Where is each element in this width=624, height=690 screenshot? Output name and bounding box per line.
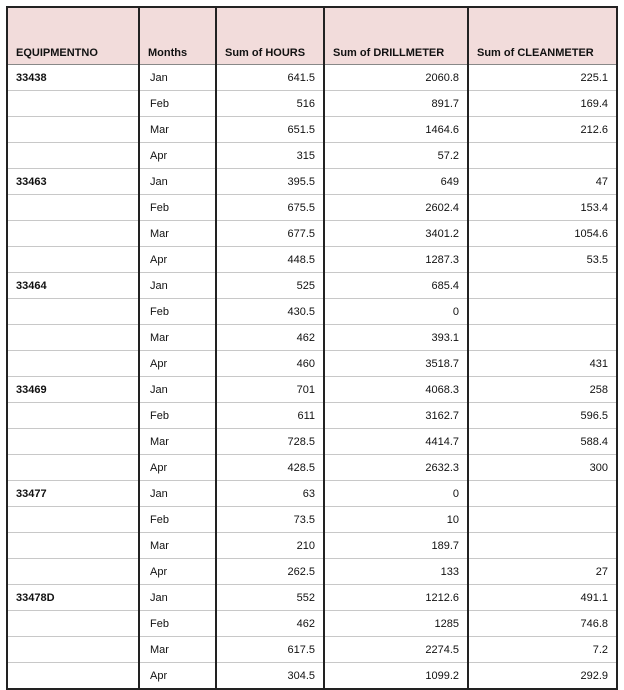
cleanmeter-cell: 7.2: [468, 637, 617, 663]
cleanmeter-cell: 225.1: [468, 65, 617, 91]
equipment-cell: [7, 611, 139, 637]
month-cell: Apr: [139, 663, 216, 690]
cleanmeter-cell: [468, 325, 617, 351]
table-row: [7, 585, 617, 611]
hours-cell: 611: [216, 403, 324, 429]
drillmeter-cell: 4068.3: [324, 377, 468, 403]
month-cell: Feb: [139, 299, 216, 325]
equipment-cell: [7, 429, 139, 455]
hours-cell: 701: [216, 377, 324, 403]
hours-cell: 677.5: [216, 221, 324, 247]
table-row: [7, 65, 617, 91]
drillmeter-cell: 1212.6: [324, 585, 468, 611]
equipment-cell: [7, 247, 139, 273]
drillmeter-cell: 393.1: [324, 325, 468, 351]
equipment-cell: [7, 663, 139, 690]
hours-cell: 525: [216, 273, 324, 299]
cleanmeter-cell: 1054.6: [468, 221, 617, 247]
hours-cell: 430.5: [216, 299, 324, 325]
hours-cell: 73.5: [216, 507, 324, 533]
hours-cell: 460: [216, 351, 324, 377]
cleanmeter-cell: 596.5: [468, 403, 617, 429]
equipment-cell: [7, 91, 139, 117]
equipment-cell: [7, 507, 139, 533]
table-row: [7, 325, 617, 351]
drillmeter-cell: 2274.5: [324, 637, 468, 663]
table-row: [7, 611, 617, 637]
month-cell: Mar: [139, 637, 216, 663]
hours-cell: 728.5: [216, 429, 324, 455]
cleanmeter-cell: 47: [468, 169, 617, 195]
equipment-cell: [7, 325, 139, 351]
drillmeter-cell: 0: [324, 481, 468, 507]
month-cell: Mar: [139, 117, 216, 143]
hours-cell: 448.5: [216, 247, 324, 273]
hours-cell: 675.5: [216, 195, 324, 221]
table-row: [7, 273, 617, 299]
header-row: [7, 7, 617, 65]
cleanmeter-cell: 292.9: [468, 663, 617, 690]
pivot-table-container: [6, 6, 618, 690]
table-row: [7, 403, 617, 429]
equipment-cell: 33464: [7, 273, 139, 299]
table-row: [7, 481, 617, 507]
table-row: [7, 533, 617, 559]
table-row: [7, 169, 617, 195]
pivot-table: [6, 6, 618, 690]
table-row: [7, 663, 617, 690]
month-cell: Apr: [139, 351, 216, 377]
table-row: [7, 247, 617, 273]
hours-cell: 552: [216, 585, 324, 611]
drillmeter-cell: 1287.3: [324, 247, 468, 273]
header-sum-drillmeter: Sum of DRILLMETER: [324, 7, 468, 65]
cleanmeter-cell: 746.8: [468, 611, 617, 637]
drillmeter-cell: 4414.7: [324, 429, 468, 455]
equipment-cell: 33438: [7, 65, 139, 91]
equipment-cell: 33477: [7, 481, 139, 507]
table-row: [7, 455, 617, 481]
table-row: [7, 195, 617, 221]
cleanmeter-cell: [468, 481, 617, 507]
month-cell: Mar: [139, 221, 216, 247]
hours-cell: 315: [216, 143, 324, 169]
equipment-cell: 33463: [7, 169, 139, 195]
month-cell: Mar: [139, 325, 216, 351]
month-cell: Apr: [139, 455, 216, 481]
drillmeter-cell: 3518.7: [324, 351, 468, 377]
drillmeter-cell: 649: [324, 169, 468, 195]
month-cell: Mar: [139, 533, 216, 559]
equipment-cell: 33478D: [7, 585, 139, 611]
hours-cell: 641.5: [216, 65, 324, 91]
month-cell: Jan: [139, 481, 216, 507]
drillmeter-cell: 1099.2: [324, 663, 468, 690]
header-months: Months: [139, 7, 216, 65]
cleanmeter-cell: [468, 143, 617, 169]
equipment-cell: [7, 559, 139, 585]
cleanmeter-cell: 300: [468, 455, 617, 481]
hours-cell: 262.5: [216, 559, 324, 585]
hours-cell: 617.5: [216, 637, 324, 663]
table-row: [7, 637, 617, 663]
table-row: [7, 91, 617, 117]
drillmeter-cell: 891.7: [324, 91, 468, 117]
equipment-cell: [7, 403, 139, 429]
month-cell: Apr: [139, 247, 216, 273]
drillmeter-cell: 2632.3: [324, 455, 468, 481]
month-cell: Jan: [139, 377, 216, 403]
equipment-cell: [7, 195, 139, 221]
cleanmeter-cell: 491.1: [468, 585, 617, 611]
month-cell: Mar: [139, 429, 216, 455]
month-cell: Jan: [139, 273, 216, 299]
month-cell: Feb: [139, 195, 216, 221]
cleanmeter-cell: [468, 273, 617, 299]
hours-cell: 210: [216, 533, 324, 559]
table-row: [7, 507, 617, 533]
equipment-cell: [7, 221, 139, 247]
cleanmeter-cell: 431: [468, 351, 617, 377]
cleanmeter-cell: 153.4: [468, 195, 617, 221]
header-equipmentno: EQUIPMENTNO: [7, 7, 139, 65]
hours-cell: 428.5: [216, 455, 324, 481]
month-cell: Jan: [139, 65, 216, 91]
table-body: [7, 65, 617, 690]
drillmeter-cell: 10: [324, 507, 468, 533]
equipment-cell: [7, 637, 139, 663]
drillmeter-cell: 3162.7: [324, 403, 468, 429]
drillmeter-cell: 1285: [324, 611, 468, 637]
drillmeter-cell: 133: [324, 559, 468, 585]
equipment-cell: [7, 455, 139, 481]
drillmeter-cell: 3401.2: [324, 221, 468, 247]
header-sum-hours: Sum of HOURS: [216, 7, 324, 65]
equipment-cell: 33469: [7, 377, 139, 403]
hours-cell: 304.5: [216, 663, 324, 690]
drillmeter-cell: 57.2: [324, 143, 468, 169]
table-row: [7, 377, 617, 403]
equipment-cell: [7, 143, 139, 169]
equipment-cell: [7, 117, 139, 143]
hours-cell: 462: [216, 325, 324, 351]
drillmeter-cell: 189.7: [324, 533, 468, 559]
cleanmeter-cell: [468, 507, 617, 533]
cleanmeter-cell: 169.4: [468, 91, 617, 117]
drillmeter-cell: 2060.8: [324, 65, 468, 91]
hours-cell: 395.5: [216, 169, 324, 195]
month-cell: Feb: [139, 403, 216, 429]
table-row: [7, 117, 617, 143]
drillmeter-cell: 685.4: [324, 273, 468, 299]
month-cell: Feb: [139, 611, 216, 637]
equipment-cell: [7, 533, 139, 559]
table-row: [7, 351, 617, 377]
month-cell: Apr: [139, 143, 216, 169]
table-row: [7, 221, 617, 247]
cleanmeter-cell: 588.4: [468, 429, 617, 455]
table-row: [7, 429, 617, 455]
table-row: [7, 299, 617, 325]
table-row: [7, 143, 617, 169]
equipment-cell: [7, 351, 139, 377]
hours-cell: 516: [216, 91, 324, 117]
header-sum-cleanmeter: Sum of CLEANMETER: [468, 7, 617, 65]
cleanmeter-cell: 27: [468, 559, 617, 585]
month-cell: Feb: [139, 91, 216, 117]
month-cell: Apr: [139, 559, 216, 585]
drillmeter-cell: 1464.6: [324, 117, 468, 143]
drillmeter-cell: 0: [324, 299, 468, 325]
cleanmeter-cell: [468, 533, 617, 559]
month-cell: Feb: [139, 507, 216, 533]
hours-cell: 462: [216, 611, 324, 637]
hours-cell: 63: [216, 481, 324, 507]
table-row: [7, 559, 617, 585]
drillmeter-cell: 2602.4: [324, 195, 468, 221]
month-cell: Jan: [139, 169, 216, 195]
cleanmeter-cell: 212.6: [468, 117, 617, 143]
cleanmeter-cell: 53.5: [468, 247, 617, 273]
month-cell: Jan: [139, 585, 216, 611]
hours-cell: 651.5: [216, 117, 324, 143]
cleanmeter-cell: [468, 299, 617, 325]
equipment-cell: [7, 299, 139, 325]
cleanmeter-cell: 258: [468, 377, 617, 403]
